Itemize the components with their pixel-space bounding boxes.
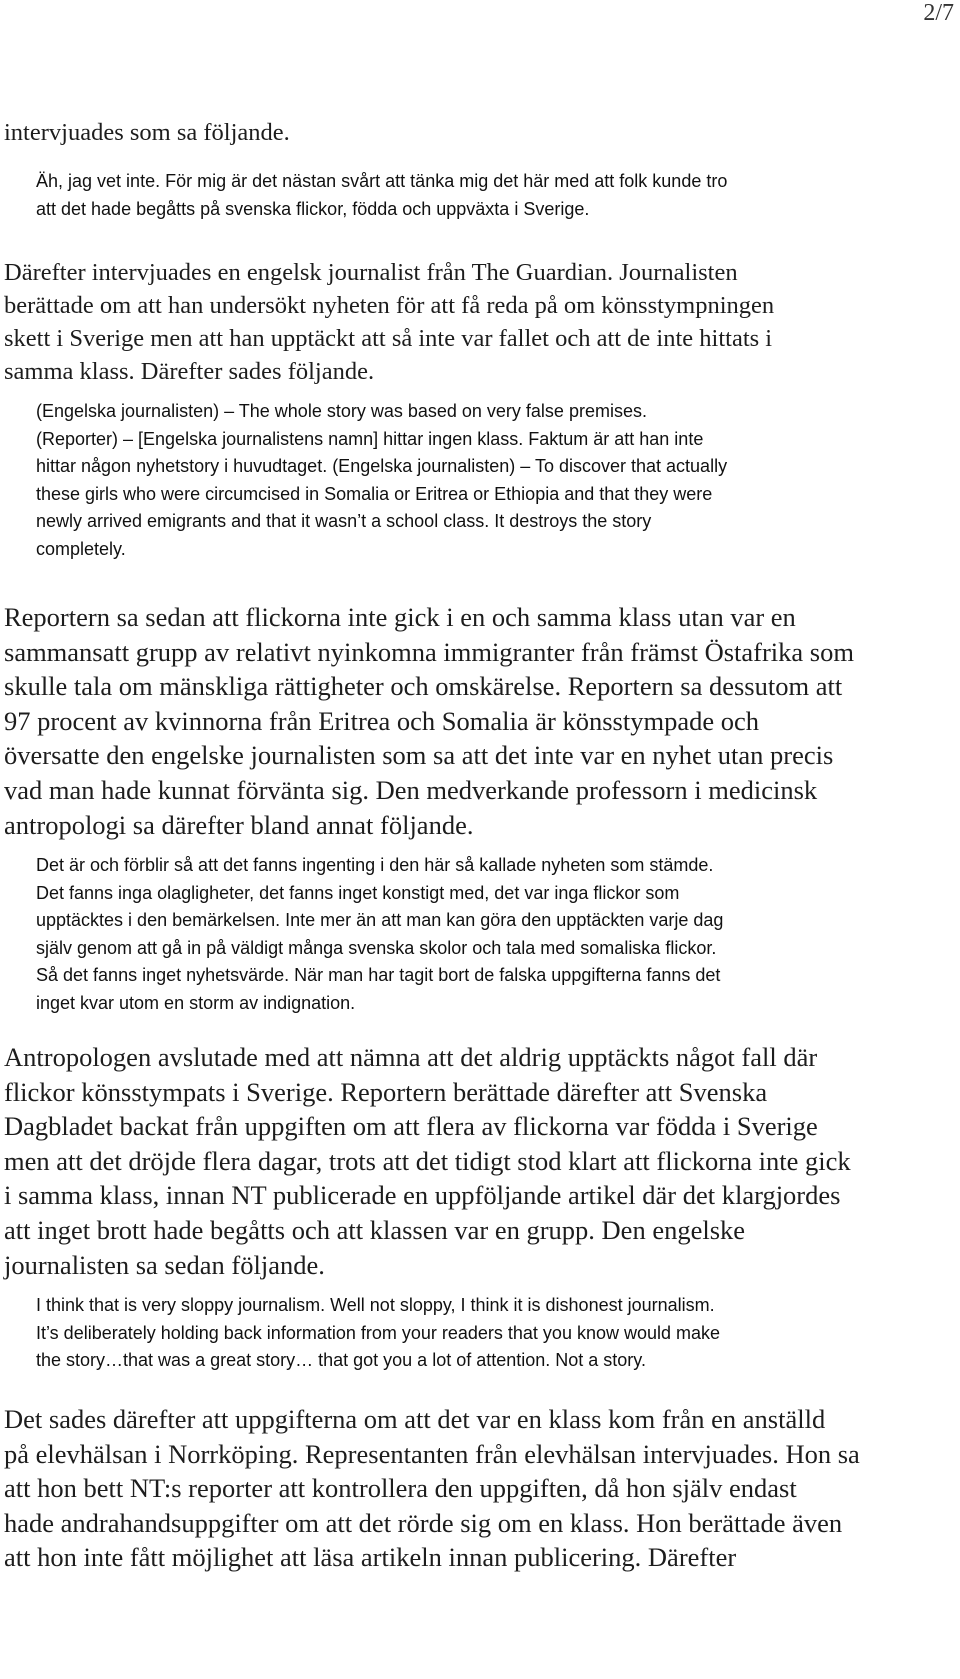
text-line: Reportern sa sedan att flickorna inte gick i en och samma klass utan var en: [4, 602, 796, 632]
text-line: att hon bett NT:s reporter att kontrollera den uppgiften, då hon själv endast: [4, 1473, 797, 1504]
paragraph-elevhalsan: [4, 1402, 954, 1575]
text-line: sammansatt grupp av relativt nyinkomna immigranter från främst Östafrika som: [4, 636, 854, 667]
text-line: att det hade begåtts på svenska flickor, födda och uppväxta i Sverige.: [36, 198, 590, 219]
text-line: att hon inte fått möjlighet att läsa artikeln innan publicering. Därefter: [4, 1542, 737, 1573]
text-line: skulle tala om mänskliga rättigheter och omskärelse. Reportern sa dessutom att: [4, 671, 843, 702]
text-line: Så det fanns inget nyhetsvärde. När man har tagit bort de falska uppgifterna fanns det: [36, 965, 721, 986]
text-line: antropologi sa därefter bland annat följande.: [4, 809, 474, 840]
text-line: på elevhälsan i Norrköping. Representanten från elevhälsan intervjuades. Hon sa: [4, 1438, 860, 1469]
text-line: Dagbladet backat från uppgiften om att flera av flickorna var födda i Sverige: [4, 1111, 818, 1142]
paragraph-reporter: [4, 600, 954, 842]
text-line: Det sades därefter att uppgifterna om att det var en klass kom från en anställd: [4, 1404, 826, 1434]
text-line: samma klass. Därefter sades följande.: [4, 358, 375, 385]
text-line: själv genom att gå in på väldigt många svenska skolor och tala med somaliska flickor.: [36, 937, 717, 958]
text-line: the story…that was a great story… that got you a lot of attention. Not a story.: [36, 1350, 646, 1371]
text-line: flickor könsstympats i Sverige. Reportern berättade därefter att Svenska: [4, 1076, 768, 1107]
paragraph-intro: [4, 116, 954, 149]
text-line: newly arrived emigrants and that it wasn’t a school class. It destroys the story: [36, 511, 652, 532]
text-line: Det fanns inga olagligheter, det fanns inget konstigt med, det var inga flickor som: [36, 882, 680, 903]
text-line: Därefter intervjuades en engelsk journalist från The Guardian. Journalisten: [4, 259, 738, 286]
text-line: översatte den engelske journalisten som sa att det inte var en nyhet utan precis: [4, 740, 834, 771]
text-line: men att det dröjde flera dagar, trots att det tidigt stod klart att flickorna inte gick: [4, 1145, 851, 1176]
text-line: Antropologen avslutade med att nämna att det aldrig upptäckts något fall där: [4, 1042, 818, 1072]
text-line: i samma klass, innan NT publicerade en uppföljande artikel där det klargjordes: [4, 1180, 841, 1211]
text-line: inget kvar utom en storm av indignation.: [36, 992, 356, 1013]
text-line: I think that is very sloppy journalism. Well not sloppy, I think it is dishonest journalism.: [36, 1295, 715, 1315]
text-line: hittar någon nyhetstory i huvudtaget. (Engelska journalisten) – To discover that actually: [36, 456, 728, 477]
paragraph-guardian: [4, 256, 954, 388]
text-line: skett i Sverige men att han upptäckt att så inte var fallet och att de inte hittats i: [4, 325, 773, 352]
paragraph-anthropologist: [4, 1040, 954, 1282]
text-line: It’s deliberately holding back information from your readers that you know would make: [36, 1322, 721, 1343]
text-line: journalisten sa sedan följande.: [4, 1249, 325, 1280]
text-line: intervjuades som sa följande.: [4, 119, 290, 146]
text-line: (Reporter) – [Engelska journalistens namn] hittar ingen klass. Faktum är att han inte: [36, 428, 704, 449]
text-line: att inget brott hade begåtts och att klassen var en grupp. Den engelske: [4, 1214, 746, 1245]
quote-block-2: [36, 398, 936, 564]
text-line: hade andrahandsuppgifter om att det rörde sig om en klass. Hon berättade även: [4, 1507, 843, 1538]
page-number: 2/7: [923, 0, 954, 26]
text-line: (Engelska journalisten) – The whole story was based on very false premises.: [36, 401, 647, 421]
text-line: Det är och förblir så att det fanns ingenting i den här så kallade nyheten som stämde.: [36, 855, 714, 875]
quote-block-3: [36, 852, 936, 1018]
text-line: these girls who were circumcised in Somalia or Eritrea or Ethiopia and that they were: [36, 483, 713, 504]
text-line: vad man hade kunnat förvänta sig. Den medverkande professorn i medicinsk: [4, 774, 818, 805]
text-line: berättade om att han undersökt nyheten för att få reda på om könsstympningen: [4, 292, 775, 319]
text-line: 97 procent av kvinnorna från Eritrea och Somalia är könsstympade och: [4, 705, 760, 736]
quote-block-4: [36, 1292, 936, 1375]
quote-block-1: [36, 168, 936, 223]
text-line: completely.: [36, 538, 126, 559]
text-line: Äh, jag vet inte. För mig är det nästan svårt att tänka mig det här med att folk kunde tro: [36, 171, 728, 191]
text-line: upptäcktes i den bemärkelsen. Inte mer än att man kan göra den upptäckten varje dag: [36, 910, 724, 931]
